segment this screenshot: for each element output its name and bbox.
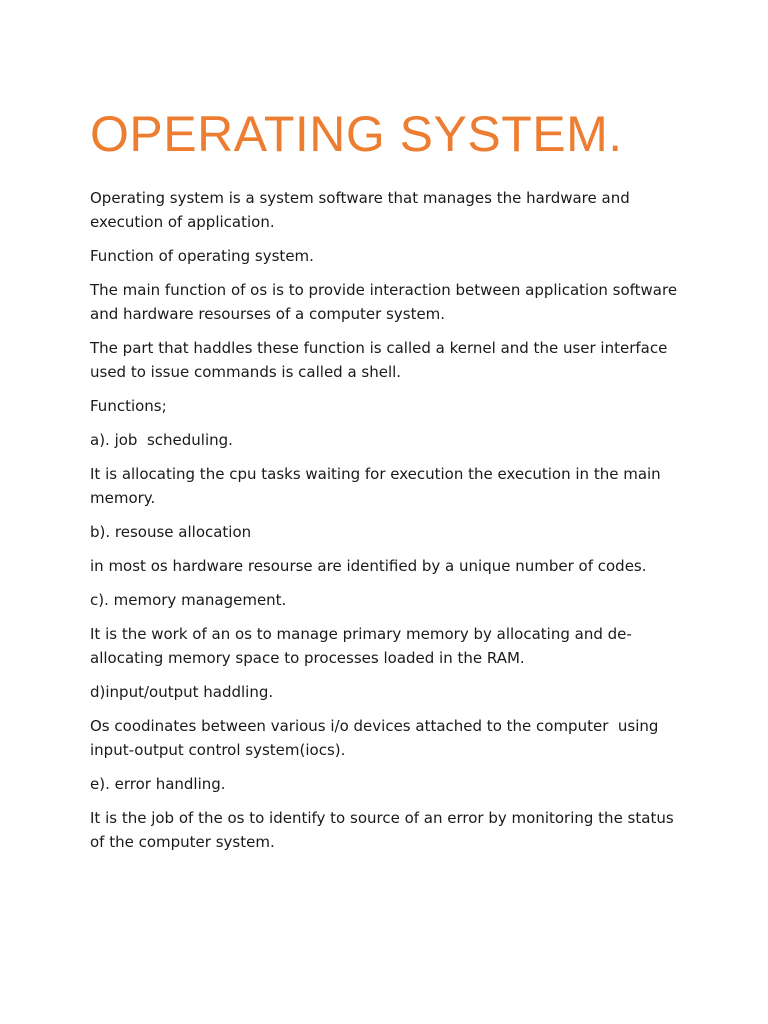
paragraph-resource-allocation: b). resouse allocation xyxy=(90,523,252,541)
paragraph-functions-label: Functions; xyxy=(90,397,167,415)
paragraph-function-heading: Function of operating system. xyxy=(90,247,314,265)
paragraph-intro: Operating system is a system software that manages the hardware and execution of application. xyxy=(90,189,635,231)
paragraph-memory-management: c). memory management. xyxy=(90,591,287,609)
paragraph-main-function: The main function of os is to provide interaction between application software and hardware resourses of a computer system. xyxy=(90,281,682,323)
paragraph-error-handling-desc: It is the job of the os to identify to source of an error by monitoring the status of the computer system. xyxy=(90,809,679,851)
paragraph-job-scheduling-desc: It is allocating the cpu tasks waiting for execution the execution in the main memory. xyxy=(90,465,666,507)
paragraph-memory-management-desc: It is the work of an os to manage primary memory by allocating and de-allocating memory space to processes loaded in the RAM. xyxy=(90,625,632,667)
paragraph-io-handling-desc: Os coodinates between various i/o devices attached to the computer using input-output control system(iocs). xyxy=(90,717,664,759)
document-title: OPERATING SYSTEM. xyxy=(90,106,623,162)
document-body xyxy=(90,186,690,864)
paragraph-resource-allocation-desc: in most os hardware resourse are identified by a unique number of codes. xyxy=(90,557,647,575)
paragraph-kernel-shell: The part that haddles these function is called a kernel and the user interface used to issue commands is called a shell. xyxy=(90,339,673,381)
paragraph-io-handling: d)input/output haddling. xyxy=(90,683,274,701)
paragraph-error-handling: e). error handling. xyxy=(90,775,226,793)
paragraph-job-scheduling: a). job scheduling. xyxy=(90,431,233,449)
